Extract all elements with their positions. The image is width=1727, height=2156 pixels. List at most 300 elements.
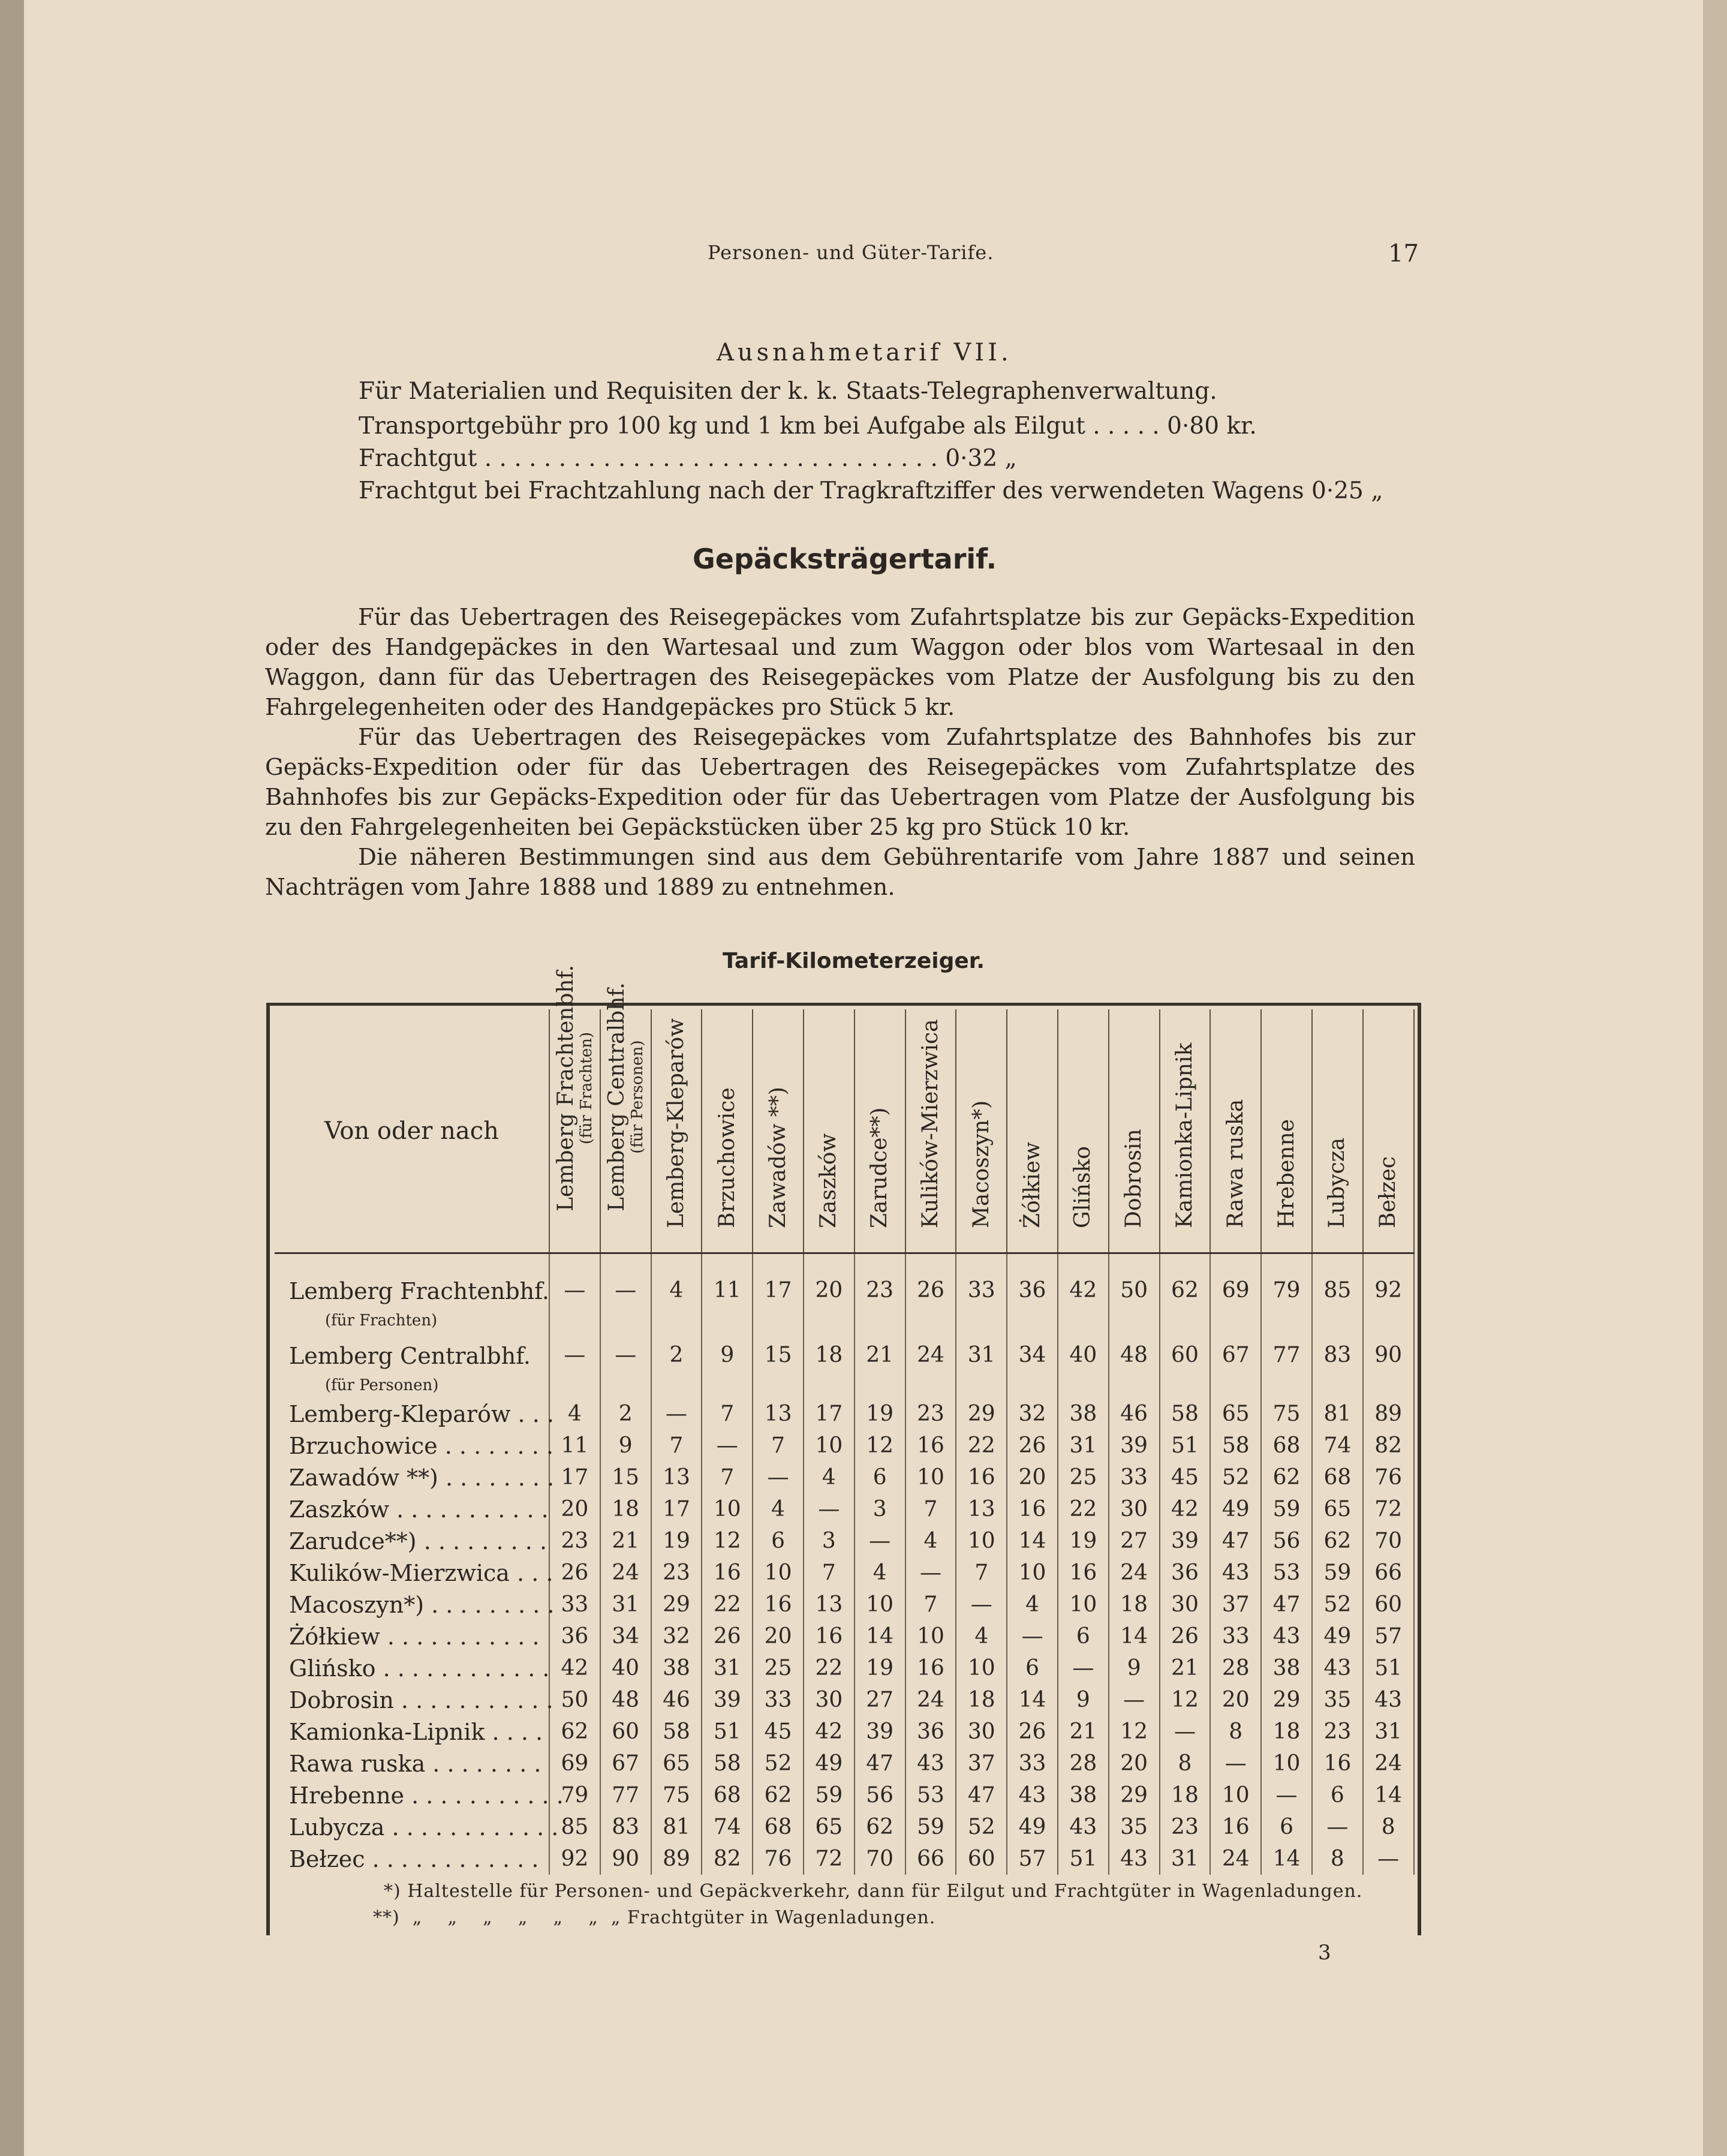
distance-cell: 47 xyxy=(1261,1589,1312,1620)
distance-cell: 10 xyxy=(1210,1779,1261,1811)
column-header-label: Glińsko xyxy=(1070,1146,1096,1228)
distance-cell: 7 xyxy=(905,1589,956,1620)
row-station-name xyxy=(275,1493,549,1525)
distance-cell: 76 xyxy=(1363,1462,1414,1493)
distance-cell: 4 xyxy=(956,1620,1007,1652)
distance-cell: — xyxy=(651,1398,702,1430)
distance-cell: 8 xyxy=(1160,1748,1211,1779)
row-station-name xyxy=(275,1716,549,1748)
column-header xyxy=(1312,1009,1363,1253)
distance-cell: 62 xyxy=(1160,1253,1211,1334)
distance-cell: 79 xyxy=(549,1779,600,1811)
distance-cell: 92 xyxy=(1363,1253,1414,1334)
distance-cell: 47 xyxy=(956,1779,1007,1811)
distance-cell: 48 xyxy=(1109,1333,1160,1398)
distance-cell: 10 xyxy=(1261,1748,1312,1779)
table-row xyxy=(275,1652,1414,1684)
distance-cell: 4 xyxy=(651,1253,702,1334)
distance-cell: 23 xyxy=(905,1398,956,1430)
row-station-name xyxy=(275,1333,549,1398)
distance-cell: 70 xyxy=(855,1843,905,1875)
distance-cell: 81 xyxy=(651,1811,702,1843)
column-header xyxy=(1261,1009,1312,1253)
column-header xyxy=(905,1009,956,1253)
distance-cell: 68 xyxy=(702,1779,753,1811)
distance-cell: 39 xyxy=(702,1684,753,1716)
distance-cell: — xyxy=(855,1525,905,1557)
distance-cell: 16 xyxy=(753,1589,804,1620)
distance-cell: 36 xyxy=(1007,1253,1058,1334)
column-header-sublabel: (für Personen) xyxy=(628,1040,647,1154)
distance-cell: 83 xyxy=(600,1811,651,1843)
distance-cell: 35 xyxy=(1109,1811,1160,1843)
distance-cell: 24 xyxy=(1109,1557,1160,1589)
distance-cell: 89 xyxy=(651,1843,702,1875)
distance-cell: 31 xyxy=(1058,1430,1109,1462)
station-label: Brzuchowice . . . . . . . . xyxy=(289,1432,553,1459)
distance-cell: 21 xyxy=(855,1333,905,1398)
distance-cell: 13 xyxy=(956,1493,1007,1525)
distance-cell: 6 xyxy=(753,1525,804,1557)
distance-cell: 49 xyxy=(804,1748,855,1779)
column-header-label: Lemberg Frachtenbhf. xyxy=(553,964,579,1211)
column-header xyxy=(702,1009,753,1253)
distance-cell: 33 xyxy=(549,1589,600,1620)
distance-cell: 74 xyxy=(702,1811,753,1843)
gepaeck-paragraph-3: Die näheren Bestimmungen sind aus dem Gebührentarife vom Jahre 1887 und seinen Nachträgen vom Jahre 1888 und 1889 zu entnehmen. xyxy=(265,844,1415,901)
distance-cell: 22 xyxy=(702,1589,753,1620)
row-station-name xyxy=(275,1462,555,1493)
distance-cell: 90 xyxy=(600,1843,651,1875)
distance-cell: 24 xyxy=(600,1557,651,1589)
table-row xyxy=(275,1253,1414,1334)
row-station-name xyxy=(275,1430,553,1462)
distance-cell: 23 xyxy=(1312,1716,1363,1748)
ausnahmetarif-line-4: Frachtgut bei Frachtzahlung nach der Tragkraftziffer des verwendeten Wagens 0·25 „ xyxy=(359,477,1383,504)
distance-cell: 30 xyxy=(804,1684,855,1716)
gepaeck-paragraph-1: Für das Uebertragen des Reisegepäckes vom Zufahrtsplatze bis zur Gepäcks-Expedition oder des Handgepäckes in den Wartesaal und zum Waggon oder blos vom Wartesaal in den Waggon, dann für das Uebertragen des Reisegepäckes vom Platze der Ausfolgung bis zu den Fahrgelegenheiten oder des Handgepäckes pro Stück 5 kr. xyxy=(265,604,1415,721)
column-header xyxy=(804,1009,855,1253)
distance-cell: 23 xyxy=(549,1525,600,1557)
station-label: Macoszyn*) . . . . . . . . . xyxy=(289,1591,555,1618)
distance-cell: 20 xyxy=(1210,1684,1261,1716)
distance-cell: 10 xyxy=(702,1493,753,1525)
distance-cell: 33 xyxy=(1210,1620,1261,1652)
distance-cell: 15 xyxy=(753,1333,804,1398)
column-header xyxy=(1363,1009,1414,1253)
station-label: Glińsko . . . . . . . . . . . . xyxy=(289,1655,550,1682)
column-header-label: Brzuchowice xyxy=(714,1087,739,1228)
distance-cell: 52 xyxy=(1312,1589,1363,1620)
distance-cell: 7 xyxy=(804,1557,855,1589)
row-station-name xyxy=(275,1557,553,1589)
distance-cell: 62 xyxy=(549,1716,600,1748)
ausnahmetarif-title: Ausnahmetarif VII. xyxy=(717,339,1012,366)
distance-cell: 47 xyxy=(855,1748,905,1779)
distance-cell: 33 xyxy=(753,1684,804,1716)
distance-cell: 16 xyxy=(702,1557,753,1589)
distance-cell: 49 xyxy=(1312,1620,1363,1652)
station-sublabel: (für Personen) xyxy=(325,1376,439,1394)
column-header-label: Zarudce**) xyxy=(867,1107,892,1228)
distance-cell: 52 xyxy=(753,1748,804,1779)
distance-cell: 20 xyxy=(804,1253,855,1334)
column-header xyxy=(1210,1009,1261,1253)
ausnahmetarif-line-2: Transportgebühr pro 100 kg und 1 km bei Aufgabe als Eilgut . . . . . 0·80 kr. xyxy=(359,413,1257,440)
distance-cell: 14 xyxy=(1109,1620,1160,1652)
distance-cell: 30 xyxy=(1160,1589,1211,1620)
distance-cell: — xyxy=(956,1589,1007,1620)
table-row xyxy=(275,1333,1414,1398)
distance-cell: 9 xyxy=(702,1333,753,1398)
distance-cell: 16 xyxy=(804,1620,855,1652)
distance-cell: 4 xyxy=(855,1557,905,1589)
column-header xyxy=(600,982,651,1253)
distance-cell: — xyxy=(600,1333,651,1398)
distance-cell: 25 xyxy=(753,1652,804,1684)
distance-cell: 42 xyxy=(804,1716,855,1748)
station-label: Bełzec . . . . . . . . . . . . xyxy=(289,1845,539,1872)
distance-cell: 45 xyxy=(1160,1462,1211,1493)
distance-cell: 13 xyxy=(753,1398,804,1430)
distance-cell: 20 xyxy=(1007,1462,1058,1493)
distance-cell: 65 xyxy=(1210,1398,1261,1430)
document-page xyxy=(24,0,1703,2156)
distance-cell: 56 xyxy=(1261,1525,1312,1557)
distance-cell: 77 xyxy=(1261,1333,1312,1398)
distance-cell: 4 xyxy=(753,1493,804,1525)
row-station-name xyxy=(275,1620,549,1652)
station-label: Hrebenne . . . . . . . . . . . xyxy=(289,1782,564,1809)
column-header-label: Dobrosin xyxy=(1121,1129,1147,1228)
distance-cell: 10 xyxy=(804,1430,855,1462)
distance-cell: 31 xyxy=(1363,1716,1414,1748)
distance-cell: 33 xyxy=(956,1253,1007,1334)
row-station-name xyxy=(275,1525,549,1557)
distance-cell: 16 xyxy=(1007,1493,1058,1525)
distance-cell: 43 xyxy=(905,1748,956,1779)
distance-cell: 59 xyxy=(1312,1557,1363,1589)
distance-cell: 34 xyxy=(1007,1333,1058,1398)
table-row xyxy=(275,1493,1414,1525)
distance-cell: 83 xyxy=(1312,1333,1363,1398)
distance-cell: 82 xyxy=(1363,1430,1414,1462)
distance-cell: 79 xyxy=(1261,1253,1312,1334)
distance-cell: 20 xyxy=(549,1493,600,1525)
station-sublabel: (für Frachten) xyxy=(325,1312,438,1330)
column-header xyxy=(1007,1009,1058,1253)
distance-cell: 23 xyxy=(651,1557,702,1589)
station-label: Kulików-Mierzwica . . . xyxy=(289,1559,553,1586)
distance-cell: 10 xyxy=(753,1557,804,1589)
distance-cell: 59 xyxy=(1261,1493,1312,1525)
distance-cell: 27 xyxy=(1109,1525,1160,1557)
distance-cell: 19 xyxy=(855,1652,905,1684)
station-label: Lubycza . . . . . . . . . . . . xyxy=(289,1814,559,1841)
distance-cell: 29 xyxy=(651,1589,702,1620)
distance-cell: 31 xyxy=(600,1589,651,1620)
distance-cell: 49 xyxy=(1007,1811,1058,1843)
distance-cell: 62 xyxy=(1312,1525,1363,1557)
distance-cell: — xyxy=(1261,1779,1312,1811)
station-label: Zawadów **) . . . . . . . . xyxy=(289,1464,555,1491)
distance-cell: 6 xyxy=(855,1462,905,1493)
distance-cell: 12 xyxy=(702,1525,753,1557)
ausnahmetarif-line-1: Für Materialien und Requisiten der k. k. Staats-Telegraphenverwaltung. xyxy=(359,378,1217,405)
distance-cell: 17 xyxy=(651,1493,702,1525)
distance-cell: 24 xyxy=(905,1333,956,1398)
distance-cell: 53 xyxy=(1261,1557,1312,1589)
distance-cell: — xyxy=(1007,1620,1058,1652)
distance-cell: 92 xyxy=(549,1843,600,1875)
distance-cell: 36 xyxy=(549,1620,600,1652)
distance-cell: 59 xyxy=(804,1779,855,1811)
distance-cell: 69 xyxy=(1210,1253,1261,1334)
distance-cell: 21 xyxy=(600,1525,651,1557)
distance-cell: 21 xyxy=(1160,1652,1211,1684)
distance-cell: 65 xyxy=(651,1748,702,1779)
distance-cell: 29 xyxy=(956,1398,1007,1430)
distance-cell: 57 xyxy=(1007,1843,1058,1875)
distance-cell: 67 xyxy=(1210,1333,1261,1398)
distance-cell: 60 xyxy=(1363,1589,1414,1620)
distance-cell: 10 xyxy=(1007,1557,1058,1589)
distance-cell: — xyxy=(1109,1684,1160,1716)
distance-cell: 17 xyxy=(549,1462,600,1493)
distance-cell: 4 xyxy=(804,1462,855,1493)
distance-cell: 62 xyxy=(1261,1462,1312,1493)
distance-cell: — xyxy=(549,1253,600,1334)
distance-cell: 42 xyxy=(549,1652,600,1684)
column-header-label: Zaszków xyxy=(816,1133,841,1228)
distance-cell: 81 xyxy=(1312,1398,1363,1430)
distance-cell: 70 xyxy=(1363,1525,1414,1557)
distance-cell: 56 xyxy=(855,1779,905,1811)
column-header xyxy=(1160,1009,1211,1253)
distance-cell: 26 xyxy=(905,1253,956,1334)
distance-cell: 16 xyxy=(905,1430,956,1462)
running-title: Personen- und Güter-Tarife. xyxy=(708,241,994,264)
distance-cell: 12 xyxy=(1109,1716,1160,1748)
distance-cell: 43 xyxy=(1210,1557,1261,1589)
column-header xyxy=(956,1009,1007,1253)
distance-cell: 26 xyxy=(702,1620,753,1652)
column-header xyxy=(753,1009,804,1253)
distance-cell: 26 xyxy=(549,1557,600,1589)
distance-cell: 24 xyxy=(1363,1748,1414,1779)
distance-cell: 58 xyxy=(1210,1430,1261,1462)
distance-cell: 20 xyxy=(1109,1748,1160,1779)
distance-cell: 29 xyxy=(1261,1684,1312,1716)
distance-cell: 11 xyxy=(702,1253,753,1334)
distance-cell: 82 xyxy=(702,1843,753,1875)
gepaeck-paragraph-2: Für das Uebertragen des Reisegepäckes vom Zufahrtsplatze des Bahnhofes bis zur Gepäcks-Expedition oder für das Uebertragen des Reisegepäckes vom Zufahrtsplatze des Bahnhofes bis zur Gepäcks-Expedition oder für das Uebertragen vom Platze der Ausfolgung bis zu den Fahrgelegenheiten bei Gepäckstücken über 25 kg pro Stück 10 kr. xyxy=(265,724,1415,841)
table-row xyxy=(275,1525,1414,1557)
station-label: Żółkiew . . . . . . . . . . . xyxy=(289,1623,540,1650)
distance-cell: 57 xyxy=(1363,1620,1414,1652)
distance-cell: 21 xyxy=(1058,1716,1109,1748)
column-header-label: Kamionka-Lipnik xyxy=(1172,1042,1197,1228)
row-station-name xyxy=(275,1843,549,1875)
distance-cell: 51 xyxy=(1363,1652,1414,1684)
column-header xyxy=(855,1009,905,1253)
distance-cell: 14 xyxy=(855,1620,905,1652)
distance-cell: 68 xyxy=(1312,1462,1363,1493)
distance-cell: 6 xyxy=(1261,1811,1312,1843)
distance-cell: 7 xyxy=(905,1493,956,1525)
distance-cell: — xyxy=(600,1253,651,1334)
row-station-name xyxy=(275,1652,549,1684)
station-label: Rawa ruska . . . . . . . . xyxy=(289,1750,541,1777)
distance-cell: 3 xyxy=(855,1493,905,1525)
distance-cell: 65 xyxy=(804,1811,855,1843)
row-station-name xyxy=(275,1684,553,1716)
distance-cell: 36 xyxy=(905,1716,956,1748)
distance-cell: 14 xyxy=(1007,1525,1058,1557)
distance-cell: 16 xyxy=(905,1652,956,1684)
distance-cell: 40 xyxy=(1058,1333,1109,1398)
distance-cell: — xyxy=(1312,1811,1363,1843)
distance-cell: 8 xyxy=(1210,1716,1261,1748)
distance-cell: 38 xyxy=(1058,1779,1109,1811)
distance-cell: 60 xyxy=(600,1716,651,1748)
distance-cell: 46 xyxy=(1109,1398,1160,1430)
distance-cell: — xyxy=(702,1430,753,1462)
distance-cell: 7 xyxy=(753,1430,804,1462)
distance-cell: 17 xyxy=(804,1398,855,1430)
distance-cell: 20 xyxy=(753,1620,804,1652)
distance-cell: 12 xyxy=(855,1430,905,1462)
distance-cell: 35 xyxy=(1312,1684,1363,1716)
distance-cell: 31 xyxy=(956,1333,1007,1398)
distance-cell: 37 xyxy=(1210,1589,1261,1620)
distance-cell: 8 xyxy=(1363,1811,1414,1843)
distance-cell: — xyxy=(1160,1716,1211,1748)
distance-cell: 62 xyxy=(753,1779,804,1811)
distance-cell: 40 xyxy=(600,1652,651,1684)
distance-cell: 11 xyxy=(549,1430,600,1462)
distance-cell: 3 xyxy=(804,1525,855,1557)
station-label: Zarudce**) . . . . . . . . . xyxy=(289,1527,547,1554)
distance-cell: 43 xyxy=(1007,1779,1058,1811)
station-label: Kamionka-Lipnik . . . . xyxy=(289,1718,543,1745)
distance-cell: 89 xyxy=(1363,1398,1414,1430)
distance-cell: 37 xyxy=(956,1748,1007,1779)
distance-cell: — xyxy=(804,1493,855,1525)
distance-cell: 6 xyxy=(1007,1652,1058,1684)
distance-cell: 58 xyxy=(1160,1398,1211,1430)
signature-mark: 3 xyxy=(1318,1941,1331,1965)
distance-cell: 28 xyxy=(1058,1748,1109,1779)
distance-cell: 23 xyxy=(855,1253,905,1334)
table-row xyxy=(275,1843,1414,1875)
column-header xyxy=(651,1009,702,1253)
table-row xyxy=(275,1589,1414,1620)
distance-cell: 65 xyxy=(1312,1493,1363,1525)
distance-cell: 16 xyxy=(1312,1748,1363,1779)
distance-cell: 22 xyxy=(956,1430,1007,1462)
km-table xyxy=(275,964,1415,1875)
distance-cell: 25 xyxy=(1058,1462,1109,1493)
distance-cell: 43 xyxy=(1058,1811,1109,1843)
table-row xyxy=(275,1716,1414,1748)
distance-cell: 7 xyxy=(702,1462,753,1493)
distance-cell: 22 xyxy=(804,1652,855,1684)
table-row xyxy=(275,1748,1414,1779)
distance-cell: 7 xyxy=(956,1557,1007,1589)
distance-cell: — xyxy=(753,1462,804,1493)
distance-cell: 14 xyxy=(1363,1779,1414,1811)
page-number: 17 xyxy=(1388,240,1419,267)
distance-cell: 90 xyxy=(1363,1333,1414,1398)
column-header-label: Lemberg Centralbhf. xyxy=(604,982,630,1211)
column-header-label: Macoszyn*) xyxy=(968,1100,994,1228)
table-row xyxy=(275,1779,1414,1811)
footnote-1: *) Haltestelle für Personen- und Gepäckverkehr, dann für Eilgut und Frachtgüter in Wagenladungen. xyxy=(384,1881,1363,1902)
table-row xyxy=(275,1557,1414,1589)
distance-cell: 62 xyxy=(855,1811,905,1843)
column-header-label: Kulików-Mierzwica xyxy=(917,1019,943,1228)
distance-cell: — xyxy=(549,1333,600,1398)
distance-cell: 4 xyxy=(905,1525,956,1557)
table-row xyxy=(275,1620,1414,1652)
distance-cell: 10 xyxy=(905,1462,956,1493)
column-header-label: Bełzec xyxy=(1376,1156,1401,1228)
distance-cell: 66 xyxy=(1363,1557,1414,1589)
distance-cell: 52 xyxy=(1210,1462,1261,1493)
distance-cell: 22 xyxy=(1058,1493,1109,1525)
distance-cell: 10 xyxy=(1058,1589,1109,1620)
distance-cell: 45 xyxy=(753,1716,804,1748)
distance-cell: 24 xyxy=(905,1684,956,1716)
distance-cell: 32 xyxy=(1007,1398,1058,1430)
distance-cell: 34 xyxy=(600,1620,651,1652)
row-station-name xyxy=(275,1748,549,1779)
column-header-label: Żółkiew xyxy=(1019,1142,1045,1228)
distance-cell: 26 xyxy=(1160,1620,1211,1652)
distance-cell: 43 xyxy=(1109,1843,1160,1875)
distance-cell: 38 xyxy=(1058,1398,1109,1430)
row-station-name xyxy=(275,1779,564,1811)
distance-cell: 58 xyxy=(651,1716,702,1748)
distance-cell: 12 xyxy=(1160,1684,1211,1716)
distance-cell: 48 xyxy=(600,1684,651,1716)
station-label: Lemberg-Kleparów . . . xyxy=(289,1400,554,1427)
distance-cell: — xyxy=(1363,1843,1414,1875)
distance-cell: 24 xyxy=(1210,1843,1261,1875)
distance-cell: 43 xyxy=(1261,1620,1312,1652)
distance-cell: 28 xyxy=(1210,1652,1261,1684)
distance-cell: 33 xyxy=(1109,1462,1160,1493)
km-table-title: Tarif-Kilometerzeiger. xyxy=(723,949,985,973)
ausnahmetarif-line-3: Frachtgut . . . . . . . . . . . . . . . . . . . . . . . . . . . . . . . 0·32 „ xyxy=(359,445,1017,472)
distance-cell: 31 xyxy=(1160,1843,1211,1875)
distance-cell: 85 xyxy=(549,1811,600,1843)
distance-cell: 10 xyxy=(956,1525,1007,1557)
column-header-label: Zawadów **) xyxy=(765,1087,790,1228)
distance-cell: 18 xyxy=(1160,1779,1211,1811)
distance-cell: 32 xyxy=(651,1620,702,1652)
distance-cell: 58 xyxy=(702,1748,753,1779)
distance-cell: 2 xyxy=(651,1333,702,1398)
distance-cell: 36 xyxy=(1160,1557,1211,1589)
distance-cell: 6 xyxy=(1058,1620,1109,1652)
distance-cell: 10 xyxy=(905,1620,956,1652)
distance-cell: 9 xyxy=(1058,1684,1109,1716)
distance-cell: 59 xyxy=(905,1811,956,1843)
table-row xyxy=(275,1684,1414,1716)
station-label: Zaszków . . . . . . . . . . . xyxy=(289,1496,549,1523)
